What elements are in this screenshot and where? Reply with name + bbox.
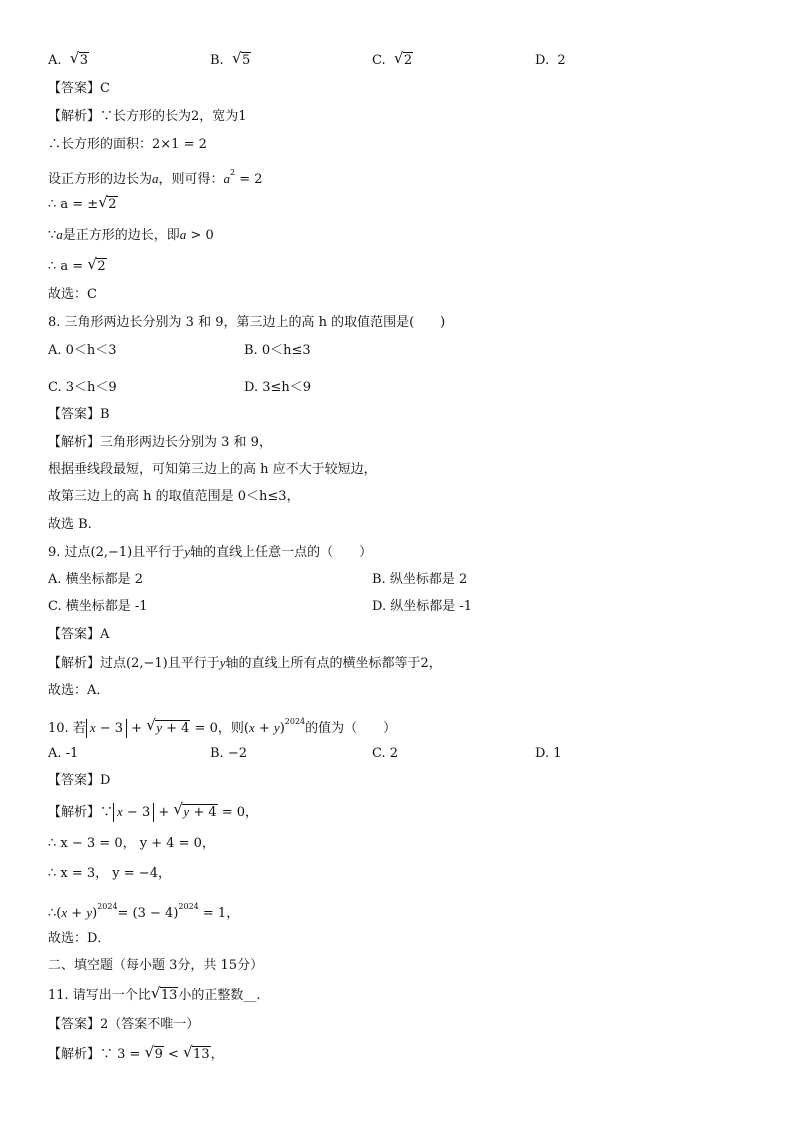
- q9-answer: 【答案】A: [48, 627, 110, 642]
- q7-option-b: B. √ 5: [210, 49, 251, 68]
- q7-expl-1: 【解析】∵长方形的长为2，宽为1: [48, 109, 247, 124]
- q8-expl-1: 【解析】三角形两边长分别为 3 和 9，: [48, 435, 272, 450]
- q8-question: 8. 三角形两边长分别为 3 和 9，第三边上的高 h 的取值范围是( ): [48, 315, 446, 330]
- q10-option-c: C. 2: [372, 746, 399, 761]
- q7-expl-2: ∴长方形的面积：2×1 = 2: [48, 137, 207, 152]
- q8-option-a: A. 0＜h＜3: [48, 343, 117, 358]
- q10-option-a: A. -1: [48, 746, 79, 761]
- q7-answer: 【答案】C: [48, 81, 110, 96]
- q10-expl-4: ∴(x + $y)^{2024}= (3 - 4)^{2024} = 1$，: [48, 902, 240, 921]
- q10-option-b: B. −2: [210, 746, 247, 761]
- q10-answer: 【答案】D: [48, 773, 111, 788]
- q10-expl-1: 【解析】∵ x − 3 + √ y + 4 = 0，: [48, 800, 259, 820]
- q10-expl-2: ∴ x − 3 = 0， y + 4 = 0，: [48, 836, 215, 851]
- q10-option-d: D. 1: [535, 746, 562, 761]
- q11-question: 11. 请写出一个比 √ 13小的正整数__.: [48, 984, 261, 1003]
- sqrt-symbol: √ 3: [69, 49, 89, 68]
- q8-expl-3: 故第三边上的高 h 的取值范围是 0＜h≤3，: [48, 489, 300, 504]
- q9-option-b: B. 纵坐标都是 2: [372, 572, 468, 587]
- q9-option-a: A. 横坐标都是 2: [48, 572, 144, 587]
- q7-conclusion: 故选：C: [48, 287, 97, 302]
- q9-expl: 【解析】过点(2,−1)且平行于y轴的直线上所有点的横坐标都等于2，: [48, 655, 442, 671]
- q7-option-d: D. 2: [535, 53, 566, 68]
- q9-question: 9. 过点(2,−1)且平行于y轴的直线上任意一点的（ ）: [48, 544, 373, 560]
- q7-expl-5: ∵a是正方形的边长，即a > 0: [48, 227, 214, 243]
- q9-option-d: D. 纵坐标都是 -1: [372, 599, 473, 614]
- section-heading: 二、填空题（每小题 3分，共 15分）: [48, 958, 264, 973]
- q7-expl-4: ∴ a = ± √ 2: [48, 193, 117, 212]
- q8-option-d: D. 3≤h＜9: [244, 380, 312, 395]
- q7-expl-3: 设正方形的边长为a，则可得：$a^2 = 2$: [48, 168, 263, 187]
- q7-option-c: C. √ 2: [372, 49, 413, 68]
- q9-option-c: C. 横坐标都是 -1: [48, 599, 148, 614]
- q9-conclusion: 故选：A．: [48, 683, 110, 698]
- q10-expl-3: ∴ x = 3， y = −4，: [48, 866, 171, 881]
- q8-option-c: C. 3＜h＜9: [48, 380, 117, 395]
- q11-expl: 【解析】∵ 3 = √ 9 < √ 13，: [48, 1043, 224, 1062]
- q10-question: 10. 若 x − 3 + √ y + 4 = 0，则$(x + y)^{2024}$的值为（ ）: [48, 716, 397, 736]
- q11-answer: 【答案】2（答案不唯一）: [48, 1017, 200, 1032]
- q8-expl-2: 根据垂线段最短，可知第三边上的高 h 应不大于较短边，: [48, 462, 377, 477]
- q8-conclusion: 故选 B.: [48, 517, 92, 532]
- q10-conclusion: 故选：D．: [48, 931, 111, 946]
- q7-option-a: A. √ 3: [48, 49, 89, 68]
- q8-option-b: B. 0＜h≤3: [244, 343, 311, 358]
- q7-expl-6: ∴ a = √ 2: [48, 255, 106, 274]
- q8-answer: 【答案】B: [48, 407, 110, 422]
